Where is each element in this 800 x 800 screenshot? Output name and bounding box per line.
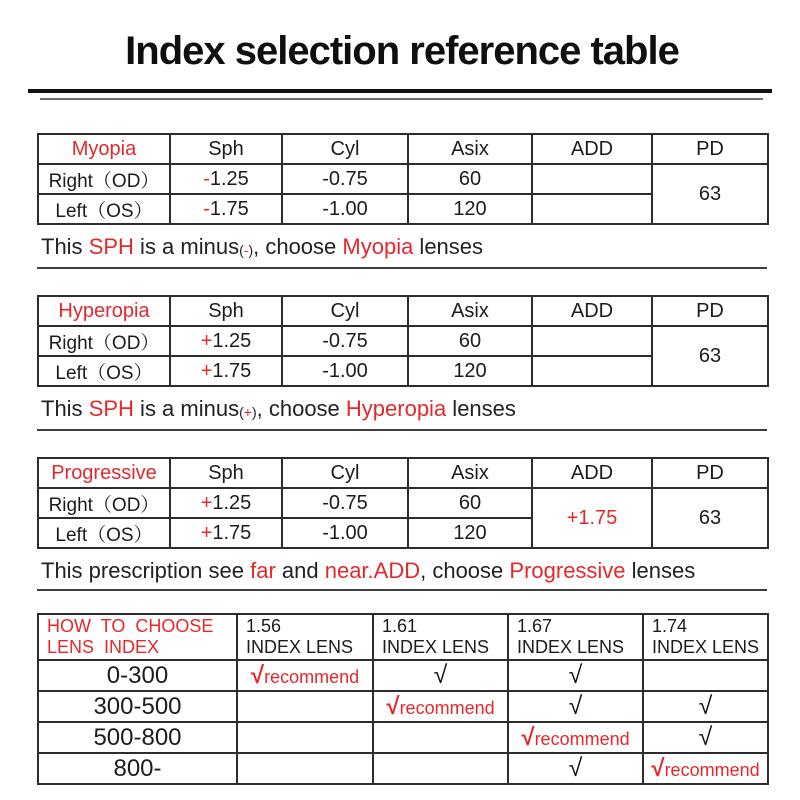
rx-col-sph: Sph [170, 296, 282, 326]
check-icon: √ [250, 661, 265, 689]
index-check-cell [643, 722, 768, 753]
index-range-cell: 0-300 [38, 660, 237, 691]
check-icon: √ [651, 754, 665, 782]
rx-right-row [38, 488, 768, 518]
rx-cyl-cell: -0.75 [282, 164, 408, 194]
note-paren: (+) [239, 404, 257, 420]
index-range-cell: 300-500 [38, 691, 237, 722]
sph-sign: - [203, 197, 210, 220]
index-check-cell [237, 691, 373, 722]
note-myopia [37, 234, 767, 269]
note-text: This prescription see [41, 558, 251, 583]
rx-header-row [38, 134, 768, 164]
sph-sign: + [200, 359, 213, 382]
index-check-cell [508, 753, 643, 784]
rx-asix-cell: 60 [408, 488, 532, 518]
check-icon: √ [433, 661, 448, 689]
index-check-cell [508, 660, 643, 691]
note-text: This [41, 234, 89, 259]
rx-cyl-cell: -1.00 [282, 356, 408, 386]
rx-sph-cell [170, 518, 282, 548]
check-icon: √ [568, 661, 583, 689]
rx-row-label: Right（OD） [38, 164, 170, 194]
title-rule-thick [28, 89, 772, 93]
rx-col-cyl: Cyl [282, 134, 408, 164]
rx-asix-cell: 120 [408, 518, 532, 548]
rx-col-asix: Asix [408, 296, 532, 326]
note-text: , choose [420, 558, 510, 583]
rx-cyl-cell: -0.75 [282, 488, 408, 518]
index-check-cell [508, 691, 643, 722]
check-icon: √ [521, 723, 535, 751]
note-text: and [275, 558, 325, 583]
sph-sign: + [200, 521, 213, 544]
rx-table-myopia [37, 133, 769, 225]
rx-pd-cell: 63 [652, 164, 768, 224]
rx-cyl-cell: -1.00 [282, 518, 408, 548]
index-lens-header-174: 1.74 INDEX LENS [643, 614, 768, 660]
note-highlight: Myopia [342, 234, 414, 259]
index-check-cell [643, 660, 768, 691]
index-lens-header-167: 1.67 INDEX LENS [508, 614, 643, 660]
note-text: , choose [256, 396, 346, 421]
note-highlight: SPH [88, 234, 134, 259]
index-row-300-500 [38, 691, 768, 722]
rx-header-row [38, 296, 768, 326]
rx-type-cell: Myopia [38, 134, 170, 164]
note-paren: (-) [239, 242, 254, 258]
note-sign: + [243, 404, 252, 420]
check-icon: √ [568, 754, 583, 782]
rx-cyl-cell: -1.00 [282, 194, 408, 224]
check-icon: √ [698, 692, 713, 720]
rx-add-cell [532, 326, 652, 356]
rx-asix-cell: 120 [408, 356, 532, 386]
rx-table-progressive [37, 457, 769, 549]
rx-col-pd: PD [652, 134, 768, 164]
rx-sph-cell [170, 488, 282, 518]
rx-col-cyl: Cyl [282, 458, 408, 488]
sph-sign: + [200, 491, 213, 514]
rx-col-cyl: Cyl [282, 296, 408, 326]
note-text: This [41, 396, 89, 421]
index-header-row [38, 614, 768, 660]
rx-add-cell: +1.75 [532, 488, 652, 548]
rx-add-cell [532, 194, 652, 224]
note-text: is a minus [133, 234, 240, 259]
note-hyperopia [37, 396, 767, 431]
sph-value: 1.25 [212, 491, 252, 514]
rx-right-row [38, 164, 768, 194]
index-check-cell [373, 691, 508, 722]
rx-sph-cell [170, 194, 282, 224]
sph-value: 1.75 [212, 521, 252, 544]
corner-line1: HOW TO CHOOSE [47, 616, 214, 636]
note-sign: - [243, 242, 249, 258]
rx-row-label: Left（OS） [38, 518, 170, 548]
index-row-0-300 [38, 660, 768, 691]
page-title: Index selection reference table [125, 29, 679, 73]
note-text: , choose [253, 234, 343, 259]
title-rule-thin [40, 98, 763, 100]
note-highlight: SPH [88, 396, 134, 421]
recommend-label: recommend [399, 697, 495, 718]
sph-value: 1.25 [209, 167, 249, 190]
index-check-cell [643, 753, 768, 784]
index-check-cell [643, 691, 768, 722]
rx-row-label: Left（OS） [38, 356, 170, 386]
index-corner-cell [38, 614, 237, 660]
index-check-cell [373, 660, 508, 691]
index-range-cell: 500-800 [38, 722, 237, 753]
rx-pd-cell: 63 [652, 488, 768, 548]
index-table [37, 613, 769, 785]
rx-type-cell: Progressive [38, 458, 170, 488]
note-highlight: Progressive [509, 558, 626, 583]
index-check-cell [237, 660, 373, 691]
rx-col-sph: Sph [170, 134, 282, 164]
index-row-800plus [38, 753, 768, 784]
rx-col-pd: PD [652, 296, 768, 326]
rx-pd-cell: 63 [652, 326, 768, 386]
rx-add-cell [532, 164, 652, 194]
rx-sph-cell [170, 164, 282, 194]
rx-asix-cell: 120 [408, 194, 532, 224]
note-highlight: Hyperopia [345, 396, 447, 421]
note-progressive [37, 558, 767, 591]
note-text: lenses [625, 558, 696, 583]
check-icon: √ [568, 692, 583, 720]
rx-row-label: Left（OS） [38, 194, 170, 224]
recommend-label: recommend [264, 666, 360, 687]
rx-col-add: ADD [532, 296, 652, 326]
rx-col-sph: Sph [170, 458, 282, 488]
sph-value: 1.75 [209, 197, 249, 220]
rx-col-pd: PD [652, 458, 768, 488]
rx-add-cell [532, 356, 652, 386]
rx-table-hyperopia [37, 295, 769, 387]
note-highlight: near.ADD [324, 558, 421, 583]
sph-sign: - [203, 167, 210, 190]
rx-row-label: Right（OD） [38, 326, 170, 356]
rx-right-row [38, 326, 768, 356]
note-highlight: far [250, 558, 276, 583]
rx-row-label: Right（OD） [38, 488, 170, 518]
sph-sign: + [200, 329, 213, 352]
rx-asix-cell: 60 [408, 326, 532, 356]
index-check-cell [373, 753, 508, 784]
rx-asix-cell: 60 [408, 164, 532, 194]
index-check-cell [373, 722, 508, 753]
check-icon: √ [386, 692, 400, 720]
index-lens-header-156: 1.56 INDEX LENS [237, 614, 373, 660]
rx-header-row [38, 458, 768, 488]
rx-col-asix: Asix [408, 134, 532, 164]
index-check-cell [508, 722, 643, 753]
rx-col-asix: Asix [408, 458, 532, 488]
index-range-cell: 800- [38, 753, 237, 784]
corner-line2: LENS INDEX [47, 637, 160, 657]
note-text: lenses [446, 396, 516, 421]
sph-value: 1.25 [212, 329, 252, 352]
sph-value: 1.75 [212, 359, 252, 382]
rx-cyl-cell: -0.75 [282, 326, 408, 356]
index-lens-header-161: 1.61 INDEX LENS [373, 614, 508, 660]
note-text: is a minus [133, 396, 240, 421]
recommend-label: recommend [534, 728, 630, 749]
rx-sph-cell [170, 326, 282, 356]
rx-sph-cell [170, 356, 282, 386]
rx-col-add: ADD [532, 134, 652, 164]
index-row-500-800 [38, 722, 768, 753]
rx-col-add: ADD [532, 458, 652, 488]
index-check-cell [237, 753, 373, 784]
rx-type-cell: Hyperopia [38, 296, 170, 326]
index-check-cell [237, 722, 373, 753]
recommend-label: recommend [664, 759, 760, 780]
check-icon: √ [698, 723, 713, 751]
note-text: lenses [413, 234, 484, 259]
